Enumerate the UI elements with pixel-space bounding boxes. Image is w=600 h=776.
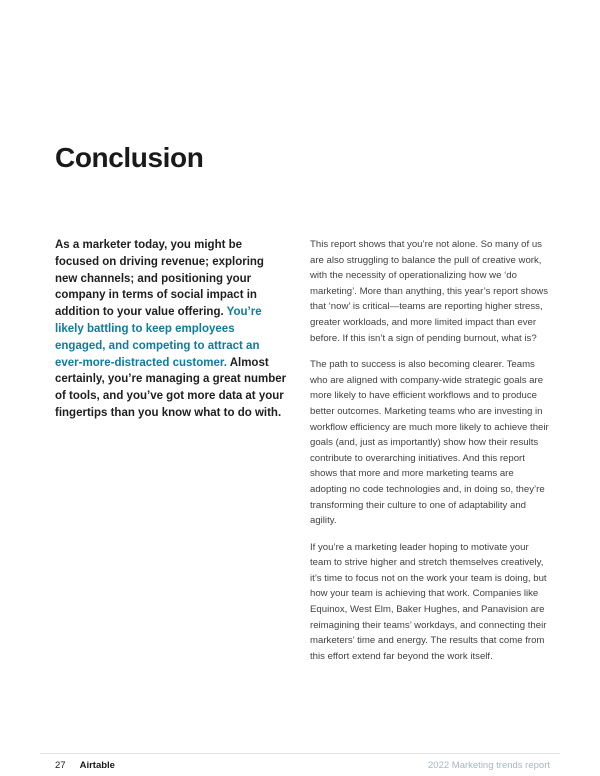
footer-divider: [40, 753, 560, 754]
page-number: 27: [55, 760, 66, 771]
intro-column: [55, 237, 288, 422]
intro-text-tail: Almost certainly, you’re managing a great number of tools, and you’ve got more data at your fingertips than you know what to do with.: [55, 356, 287, 419]
footer-left: [55, 760, 115, 771]
report-title: 2022 Marketing trends report: [428, 760, 550, 771]
body-paragraph: If you’re a marketing leader hoping to motivate your team to strive higher and stretch themselves creatively, it’s time to focus not on the work your team is doing, but how your team is achieving that work. Companies like Equinox, West Elm, Baker Hughes, and Panavision are reimagining their teams’ workdays, and connecting their marketers’ time and energy. The results that come from this effort extend far beyond the work itself.: [310, 541, 547, 662]
content-columns: [55, 237, 551, 664]
body-paragraph: The path to success is also becoming clearer. Teams who are aligned with company-wide strategic goals are more likely to have efficient workflows and to produce better outcomes. Marketing teams who are investing in workflow efficiency are much more likely to achieve their goals (and, just as importantly) show how their results contribute to overarching initiatives. And this report shows that more and more marketing teams are adopting no code technologies and, in doing so, they’re transforming their culture to one of adaptability and agility.: [310, 359, 549, 527]
page-title: Conclusion: [55, 142, 204, 173]
brand-name: Airtable: [79, 760, 115, 771]
page-footer: [55, 760, 550, 771]
body-column: [310, 237, 551, 664]
body-paragraph: This report shows that you’re not alone. So many of us are also struggling to balance the pull of creative work, with the necessity of operationalizing how we ‘do marketing’. More than anything, this year’s report shows that ‘now’ is critical—teams are reporting higher stress, greater workloads, and more limited impact than ever before. If this isn’t a sign of pending burnout, what is?: [310, 239, 549, 344]
intro-paragraph: [55, 237, 288, 422]
intro-text-highlight: You’re likely battling to keep employees engaged, and competing to attract an ever-more-distracted customer.: [55, 306, 262, 369]
intro-text-lead: As a marketer today, you might be focused on driving revenue; exploring new channels; and positioning your company in terms of social impact in addition to your value offering.: [55, 239, 264, 319]
